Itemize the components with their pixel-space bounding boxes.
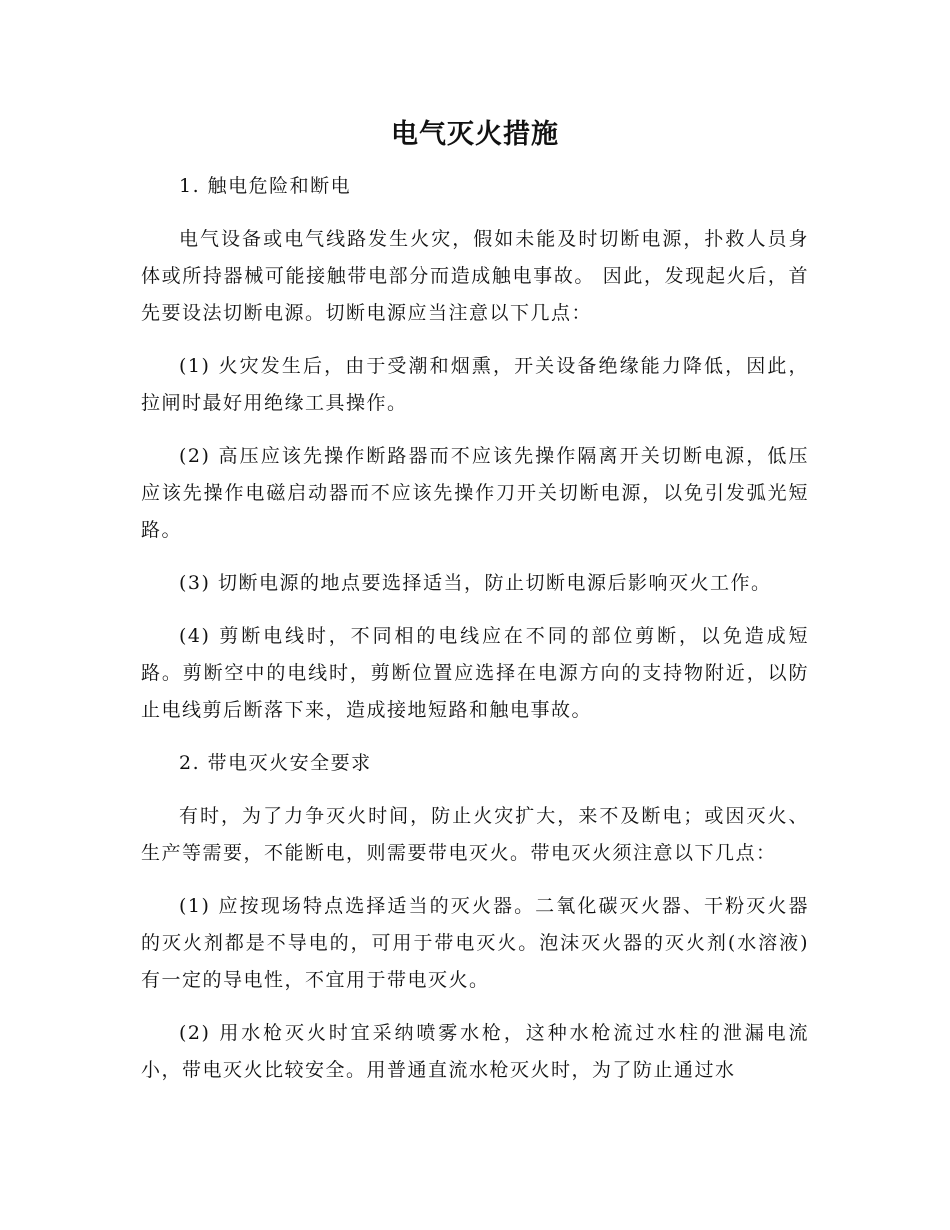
heading-power-off: 1. 触电危险和断电	[179, 175, 352, 197]
list-item: (1) 应按现场特点选择适当的灭火器。二氧化碳灭火器、干粉灭火器的灭火剂都是不导电的，可用于带电灭火。泡沫灭火器的灭火剂(水溶液)有一定的导电性，不宜用于带电灭火。	[141, 895, 809, 991]
document-title: 电气灭火措施	[391, 119, 559, 150]
list-item: (2) 高压应该先操作断路器而不应该先操作隔离开关切断电源，低压应该先操作电磁启动器而不应该先操作刀开关切断电源，以免引发弧光短路。	[141, 445, 809, 541]
list-item: (3) 切断电源的地点要选择适当，防止切断电源后影响灭火工作。	[179, 572, 772, 594]
list-item: (4) 剪断电线时，不同相的电线应在不同的部位剪断，以免造成短路。剪断空中的电线时，剪断位置应选择在电源方向的支持物附近，以防止电线剪后断落下来，造成接地短路和触电事故。	[141, 625, 809, 721]
paragraph: 有时，为了力争灭火时间，防止火灾扩大，来不及断电；或因灭火、生产等需要，不能断电，则需要带电灭火。带电灭火须注意以下几点：	[141, 805, 809, 864]
list-item: (1) 火灾发生后，由于受潮和烟熏，开关设备绝缘能力降低，因此，拉闸时最好用绝缘工具操作。	[141, 355, 809, 414]
heading-live-firefighting: 2. 带电灭火安全要求	[179, 752, 372, 774]
document-body	[141, 168, 809, 1105]
paragraph: 电气设备或电气线路发生火灾，假如未能及时切断电源，扑救人员身体或所持器械可能接触带电部分而造成触电事故。 因此，发现起火后，首先要设法切断电源。切断电源应当注意以下几点：	[141, 228, 809, 324]
list-item: (2) 用水枪灭火时宜采纳喷雾水枪，这种水枪流过水柱的泄漏电流小，带电灭火比较安全。用普通直流水枪灭火时，为了防止通过水	[141, 1022, 809, 1081]
